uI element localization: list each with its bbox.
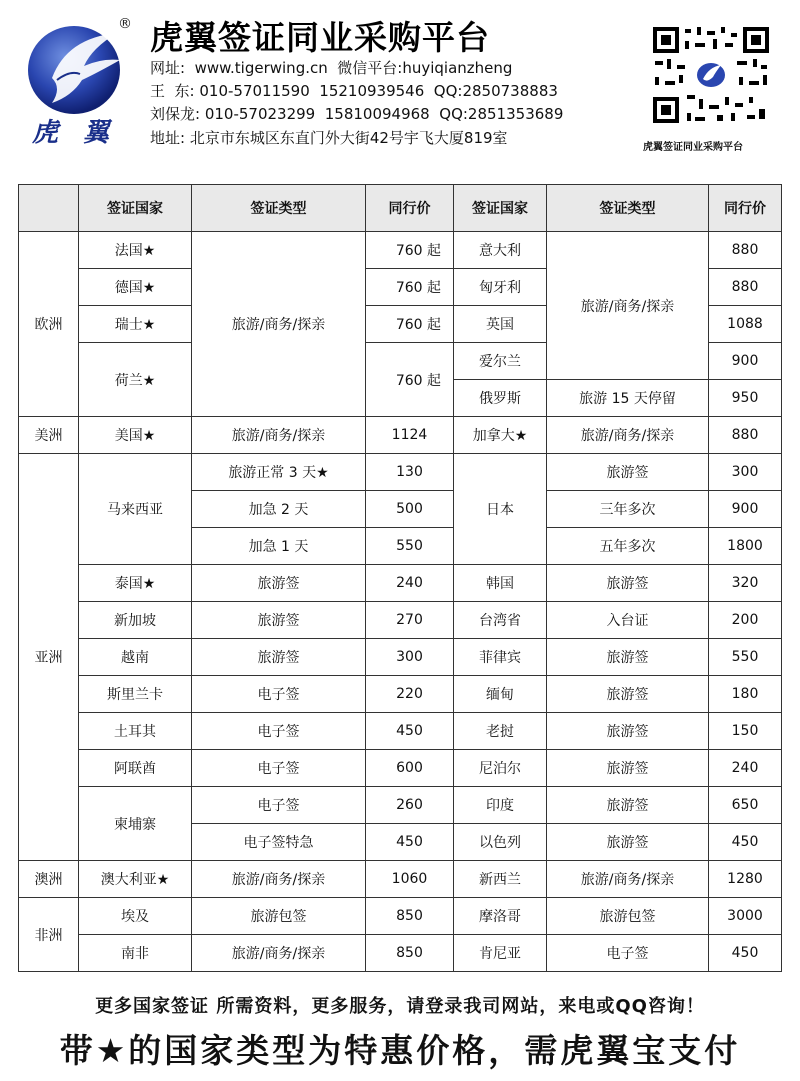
country-cell: 越南	[79, 639, 192, 676]
col-header: 同行价	[709, 185, 782, 232]
type-cell: 电子签	[547, 935, 709, 972]
region-header	[19, 185, 79, 232]
price-cell: 320	[709, 565, 782, 602]
country-cell: 澳大利亚★	[79, 861, 192, 898]
price-cell: 760 起	[366, 306, 454, 343]
type-cell: 电子签特急	[192, 824, 366, 861]
type-cell: 三年多次	[547, 491, 709, 528]
country-cell: 尼泊尔	[454, 750, 547, 787]
price-cell: 180	[709, 676, 782, 713]
page-title: 虎翼签证同业采购平台	[150, 18, 490, 57]
country-cell: 法国★	[79, 232, 192, 269]
type-cell: 入台证	[547, 602, 709, 639]
type-cell: 旅游/商务/探亲	[547, 232, 709, 380]
price-cell: 900	[709, 343, 782, 380]
type-cell: 旅游正常 3 天★	[192, 454, 366, 491]
price-cell: 850	[366, 898, 454, 935]
contact-liu-line: 刘保龙: 010-57023299 15810094968 QQ:2851353689	[150, 105, 564, 123]
type-cell: 加急 1 天	[192, 528, 366, 565]
type-cell: 旅游/商务/探亲	[192, 232, 366, 417]
price-cell: 950	[709, 380, 782, 417]
type-cell: 旅游包签	[192, 898, 366, 935]
country-cell: 瑞士★	[79, 306, 192, 343]
country-cell: 新加坡	[79, 602, 192, 639]
table-row	[19, 417, 782, 454]
type-cell: 旅游签	[192, 602, 366, 639]
contact-wang-line: 王 东: 010-57011590 15210939546 QQ:2850738883	[150, 82, 558, 100]
country-cell: 新西兰	[454, 861, 547, 898]
type-cell: 旅游签	[547, 639, 709, 676]
type-cell: 旅游/商务/探亲	[547, 861, 709, 898]
table-row	[19, 602, 782, 639]
price-cell: 200	[709, 602, 782, 639]
type-cell: 旅游签	[547, 713, 709, 750]
country-cell: 柬埔寨	[79, 787, 192, 861]
type-cell: 旅游签	[547, 676, 709, 713]
table-row	[19, 750, 782, 787]
country-cell: 马来西亚	[79, 454, 192, 565]
price-cell: 1280	[709, 861, 782, 898]
country-cell: 德国★	[79, 269, 192, 306]
country-cell: 斯里兰卡	[79, 676, 192, 713]
country-cell: 菲律宾	[454, 639, 547, 676]
country-cell: 匈牙利	[454, 269, 547, 306]
region-cell: 非洲	[19, 898, 79, 972]
type-cell: 五年多次	[547, 528, 709, 565]
type-cell: 旅游签	[192, 565, 366, 602]
price-cell: 1800	[709, 528, 782, 565]
type-cell: 加急 2 天	[192, 491, 366, 528]
col-header: 签证类型	[547, 185, 709, 232]
country-cell: 日本	[454, 454, 547, 565]
table-row	[19, 713, 782, 750]
price-cell: 880	[709, 232, 782, 269]
type-cell: 旅游签	[192, 639, 366, 676]
price-cell: 130	[366, 454, 454, 491]
country-cell: 韩国	[454, 565, 547, 602]
country-cell: 肯尼亚	[454, 935, 547, 972]
region-cell: 美洲	[19, 417, 79, 454]
country-cell: 俄罗斯	[454, 380, 547, 417]
price-cell: 270	[366, 602, 454, 639]
table-row	[19, 454, 782, 491]
price-cell: 450	[709, 824, 782, 861]
price-cell: 650	[709, 787, 782, 824]
price-cell: 450	[366, 713, 454, 750]
price-cell: 260	[366, 787, 454, 824]
type-cell: 电子签	[192, 713, 366, 750]
logo-text: 虎 翼	[32, 118, 118, 148]
country-cell: 美国★	[79, 417, 192, 454]
country-cell: 意大利	[454, 232, 547, 269]
country-cell: 荷兰★	[79, 343, 192, 417]
price-cell: 760 起	[366, 232, 454, 269]
price-cell: 3000	[709, 898, 782, 935]
region-cell: 澳洲	[19, 861, 79, 898]
price-cell: 760 起	[366, 269, 454, 306]
price-cell: 240	[709, 750, 782, 787]
table-row	[19, 565, 782, 602]
footer-special-price-note: 带★的国家类型为特惠价格，需虎翼宝支付	[59, 1031, 741, 1070]
col-header: 签证类型	[192, 185, 366, 232]
price-cell: 1124	[366, 417, 454, 454]
country-cell: 爱尔兰	[454, 343, 547, 380]
price-cell: 450	[366, 824, 454, 861]
price-cell: 600	[366, 750, 454, 787]
price-cell: 760 起	[366, 343, 454, 417]
table-row	[19, 639, 782, 676]
country-cell: 老挝	[454, 713, 547, 750]
country-cell: 台湾省	[454, 602, 547, 639]
type-cell: 旅游包签	[547, 898, 709, 935]
visa-price-table	[18, 184, 782, 972]
country-cell: 摩洛哥	[454, 898, 547, 935]
col-header: 签证国家	[79, 185, 192, 232]
type-cell: 旅游 15 天停留	[547, 380, 709, 417]
qr-code-icon	[651, 25, 771, 125]
col-header: 同行价	[366, 185, 454, 232]
country-cell: 以色列	[454, 824, 547, 861]
price-cell: 880	[709, 417, 782, 454]
price-cell: 1060	[366, 861, 454, 898]
type-cell: 电子签	[192, 787, 366, 824]
price-cell: 550	[709, 639, 782, 676]
col-header: 签证国家	[454, 185, 547, 232]
region-cell: 欧洲	[19, 232, 79, 417]
price-cell: 450	[709, 935, 782, 972]
price-cell: 220	[366, 676, 454, 713]
country-cell: 埃及	[79, 898, 192, 935]
region-cell: 亚洲	[19, 454, 79, 861]
type-cell: 旅游签	[547, 750, 709, 787]
country-cell: 缅甸	[454, 676, 547, 713]
registered-mark: ®	[118, 16, 132, 32]
type-cell: 旅游/商务/探亲	[192, 417, 366, 454]
country-cell: 土耳其	[79, 713, 192, 750]
price-cell: 500	[366, 491, 454, 528]
country-cell: 阿联酋	[79, 750, 192, 787]
type-cell: 旅游/商务/探亲	[192, 861, 366, 898]
country-cell: 泰国★	[79, 565, 192, 602]
country-cell: 印度	[454, 787, 547, 824]
price-cell: 300	[709, 454, 782, 491]
table-header-row	[19, 185, 782, 232]
type-cell: 电子签	[192, 676, 366, 713]
price-cell: 300	[366, 639, 454, 676]
table-row	[19, 676, 782, 713]
price-cell: 240	[366, 565, 454, 602]
tiger-wing-logo-icon	[22, 18, 132, 118]
price-cell: 550	[366, 528, 454, 565]
price-cell: 150	[709, 713, 782, 750]
price-cell: 1088	[709, 306, 782, 343]
price-cell: 880	[709, 269, 782, 306]
country-cell: 加拿大★	[454, 417, 547, 454]
country-cell: 南非	[79, 935, 192, 972]
table-row	[19, 935, 782, 972]
type-cell: 旅游签	[547, 824, 709, 861]
table-row	[19, 232, 782, 269]
table-row	[19, 898, 782, 935]
table-row	[19, 861, 782, 898]
type-cell: 电子签	[192, 750, 366, 787]
qr-caption: 虎翼签证同业采购平台	[643, 142, 743, 153]
table-row	[19, 787, 782, 824]
type-cell: 旅游签	[547, 454, 709, 491]
price-cell: 850	[366, 935, 454, 972]
footer-contact-note: 更多国家签证 所需资料，更多服务，请登录我司网站，来电或QQ咨询！	[95, 996, 705, 1017]
type-cell: 旅游/商务/探亲	[547, 417, 709, 454]
header	[0, 0, 800, 175]
country-cell: 英国	[454, 306, 547, 343]
address-line: 地址: 北京市东城区东直门外大街42号宇飞大厦819室	[150, 129, 508, 147]
type-cell: 旅游/商务/探亲	[192, 935, 366, 972]
website-line: 网址: www.tigerwing.cn 微信平台:huyiqianzheng	[150, 59, 513, 77]
price-cell: 900	[709, 491, 782, 528]
type-cell: 旅游签	[547, 787, 709, 824]
type-cell: 旅游签	[547, 565, 709, 602]
